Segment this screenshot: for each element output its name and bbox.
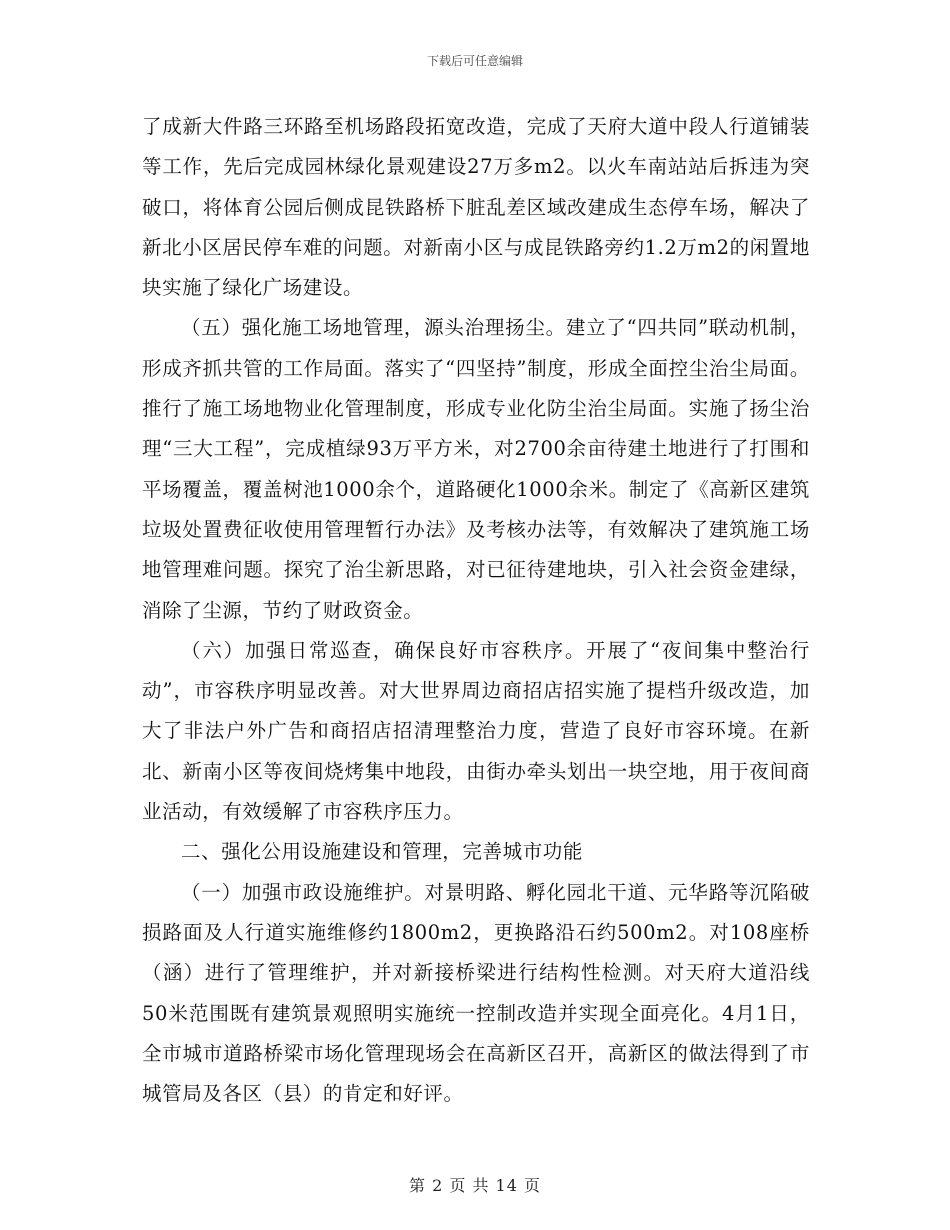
document-body xyxy=(142,107,810,1114)
paragraph-section-6: （六）加强日常巡查，确保良好市容秩序。开展了“夜间集中整治行动”，市容秩序明显改善。对大世界周边商招店招实施了提档升级改造，加大了非法户外广告和商招店招清理整治力度，营造了良好市容环境。在新北、新南小区等夜间烧烤集中地段，由街办牵头划出一块空地，用于夜间商业活动，有效缓解了市容秩序压力。 xyxy=(142,638,810,824)
section-heading-2: 二、强化公用设施建设和管理，完善城市功能 xyxy=(181,840,584,864)
paragraph-continuation: 了成新大件路三环路至机场路段拓宽改造，完成了天府大道中段人行道铺装等工作，先后完成园林绿化景观建设27万多m2。以火车南站站后拆违为突破口，将体育公园后侧成昆铁路桥下脏乱差区域改建成生态停车场，解决了新北小区居民停车难的问题。对新南小区与成昆铁路旁约1.2万m2的闲置地块实施了绿化广场建设。 xyxy=(142,115,810,300)
paragraph-section-5: （五）强化施工场地管理，源头治理扬尘。建立了“四共同”联动机制，形成齐抓共管的工作局面。落实了“四坚持”制度，形成全面控尘治尘局面。推行了施工场地物业化管理制度，形成专业化防尘治尘局面。实施了扬尘治理“三大工程”，完成植绿93万平方米，对2700余亩待建土地进行了打围和平场覆盖，覆盖树池1000余个，道路硬化1000余米。制定了《高新区建筑垃圾处置费征收使用管理暂行办法》及考核办法等，有效解决了建筑施工场地管理难问题。探究了治尘新思路，对已征待建地块，引入社会资金建绿，消除了尘源，节约了财政资金。 xyxy=(142,316,810,622)
page-header: 下载后可任意编辑 xyxy=(426,54,523,68)
paragraph-subsection-1: （一）加强市政设施维护。对景明路、孵化园北干道、元华路等沉陷破损路面及人行道实施维修约1800m2，更换路沿石约500m2。对108座桥（涵）进行了管理维护，并对新接桥梁进行结构性检测。对天府大道沿线50米范围既有建筑景观照明实施统一控制改造并实现全面亮化。4月1日，全市城市道路桥梁市场化管理现场会在高新区召开，高新区的做法得到了市城管局及各区（县）的肯定和好评。 xyxy=(142,880,810,1106)
page-number-footer: 第 2 页 共 14 页 xyxy=(409,1176,541,1195)
